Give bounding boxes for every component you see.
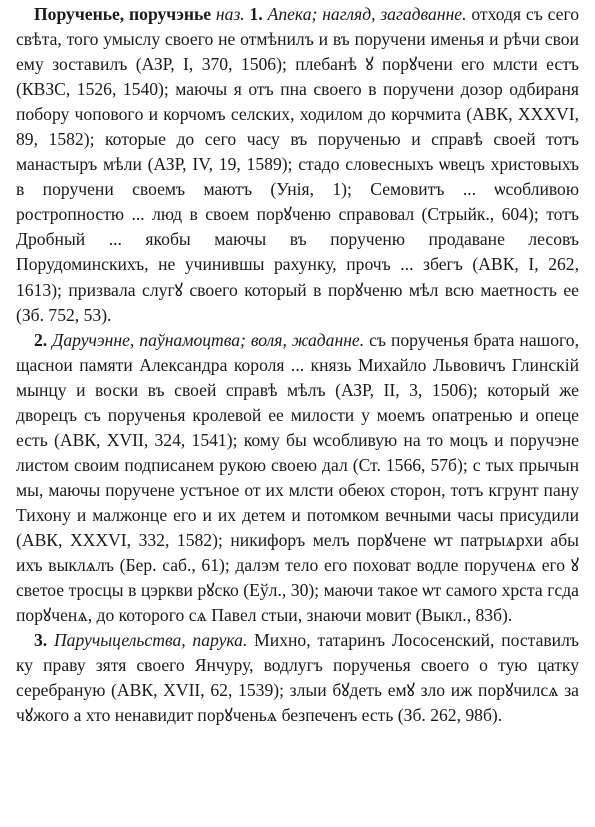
entry-sense-2 <box>16 328 579 629</box>
sense-3-number: 3. <box>34 630 48 651</box>
entry-sense-3 <box>16 628 579 728</box>
sense-2-gloss: Даручэнне, паўнамоцтва; воля, жаданне. <box>52 329 365 350</box>
sense-1-text: отходя съ сего свѣта, того умыслу своего не отмѣнилъ и въ поручени именья и рѣчи свои ему зоставилъ (АЗР, І, 370, 1506); плебанѣ ꙋ порꙋчени его млсти естъ (КВЗС, 1526, 1540); маючы я отъ пна своего в поручени дозор одбираня побору чоповогo и корчомъ селских, ходилом до корчмита (АВК, ХХХVІ, 89, 1582); которые до сего часу въ порученью и справѣ своей тотъ манастыръ мѣли (АЗР, ІV, 19, 1589); стадо словесныхъ ѡвецъ христовыхъ в поручени своемъ маютъ (Унія, 1); Семовитъ ... ѡсобливою ростропностю ... люд в своем порꙋченю справовал (Стрыйк., 604); тотъ Дробный ... якобы маючы въ порученю продаване лесовъ Порудоминскихъ, не учинившы рахунку, прочъ ... збегъ (АВК, І, 262, 1613); призвала слугꙋ своего который в порꙋченю мѣл всю маетность ее (Зб. 752, 53). <box>16 4 580 325</box>
sense-3-text: Михно, татаринъ Лососенский, поставилъ ку праву зятя своего Янчуру, водлугъ порученья своего о тую цатку серебраную (АВК, ХVІІ, 62, 1539); злыи бꙋдеть емꙋ зло иж порꙋчилсѧ за чꙋжого а хто ненавидит порꙋченьѧ безпеченъ есть (Зб. 262, 98б). <box>16 630 579 726</box>
entry-sense-1 <box>16 2 579 328</box>
sense-2-text: съ порученья брата нашого, щаснои памяти Александра короля ... князь Михайло Львовичъ Глинскій мынцу и воски въ своей справѣ мѣлъ (АЗР, ІІ, 3, 1506); который же дворецъ съ порученья кролевой ее милости у моемъ опатренью и опеце есть (АВК, ХVІІ, 324, 1541); кому бы ѡсобливую на то моцъ и поручэне листом своим подписанем рукою своею дал (Ст. 1566, 57б); с тых прычын мы, маючы поручене устъное от их млсти обеюх сторон, тотъ кгрунт пану Тихону и малжонце его и их детем и потомком вечными часы присудили (АВК, ХХХVІ, 332, 1582); никифоръ мелъ порꙋчене ѡт патрыѧрхи абы ихъ выклѧлъ (Бер. саб., 61); далэм тело его поховат водле порученѧ его ꙋ светое тросцы в цэркви рꙋско (Еўл., 30); маючи такое ѡт самого хрста гсда порꙋченѧ, до которого сѧ Павел стыи, знаючи мовит (Выкл., 83б). <box>16 329 579 626</box>
entry-headword: Порученье, поручэнье <box>34 4 212 24</box>
entry-pos: наз. <box>215 4 245 24</box>
sense-3-gloss: Паручыцельства, парука. <box>53 630 248 651</box>
sense-1-gloss: Апека; нагляд, загадванне. <box>267 4 467 24</box>
sense-2-number: 2. <box>34 329 48 350</box>
sense-1-number: 1. <box>249 4 263 24</box>
